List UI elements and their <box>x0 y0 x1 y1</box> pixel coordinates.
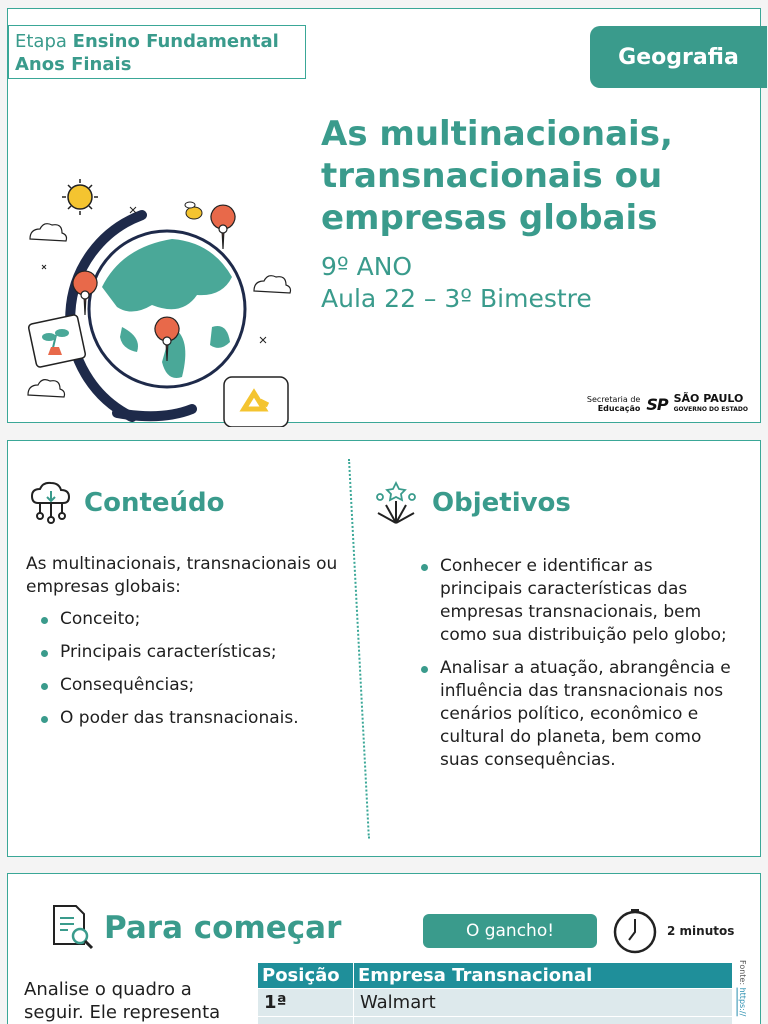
cover-slide <box>7 8 761 423</box>
gancho-badge: O gancho! <box>423 914 597 948</box>
sp-mark: SP <box>646 394 668 414</box>
list-item: O poder das transnacionais. <box>40 707 350 730</box>
objetivos-list <box>420 555 740 782</box>
column-divider <box>348 459 370 839</box>
fireworks-icon <box>372 479 420 527</box>
source-note: Fonte: https:// <box>738 960 747 1017</box>
etapa-value: Ensino Fundamental <box>72 31 279 52</box>
list-item: Principais características; <box>40 641 350 664</box>
objetivos-heading: Objetivos <box>432 488 571 518</box>
etapa-line2: Anos Finais <box>15 54 132 75</box>
lesson-title: As multinacionais, transnacionais ou empresas globais <box>321 114 673 238</box>
table-cell: 1ª <box>258 989 354 1017</box>
lesson-subtitle <box>321 251 592 315</box>
objetivos-header <box>372 479 571 527</box>
cloud-network-icon <box>30 481 72 525</box>
table-cell: Walmart <box>354 989 733 1017</box>
globe-icon <box>89 231 245 387</box>
gov-logo <box>587 393 748 415</box>
table-row <box>258 1017 733 1024</box>
lesson-number: Aula 22 – 3º Bimestre <box>321 284 592 313</box>
list-item: Conhecer e identificar as principais características das empresas transnacionais, bem como sua distribuição pelo globo; <box>420 555 740 647</box>
duration-label: 2 minutos <box>667 924 735 938</box>
state-label: SÃO PAULO GOVERNO DO ESTADO <box>673 392 748 413</box>
lesson-year: 9º ANO <box>321 252 413 281</box>
column-header: Posição <box>258 963 354 989</box>
table-row <box>258 989 733 1017</box>
section-title: Para começar <box>104 910 342 946</box>
bee-icon <box>185 202 202 219</box>
etapa-prefix: Etapa <box>15 31 67 52</box>
sun-icon <box>62 179 98 215</box>
table-cell <box>354 1017 733 1024</box>
globe-illustration <box>22 177 302 427</box>
companies-table <box>257 962 733 1024</box>
content-slide <box>7 440 761 857</box>
intro-text: Analise o quadro a seguir. Ele representa <box>24 979 221 1023</box>
clock-icon <box>612 908 658 954</box>
etapa-box <box>8 25 306 79</box>
subject-tag: Geografia <box>590 26 767 88</box>
table-cell <box>258 1017 354 1024</box>
secretaria-label: Secretaria de Educação <box>586 395 641 413</box>
intro-slide <box>7 873 761 1024</box>
table-header-row <box>258 963 733 989</box>
column-header: Empresa Transnacional <box>354 963 733 989</box>
list-item: Analisar a atuação, abrangência e influência das transnacionais nos cenários político, econômico e cultural do planeta, bem como suas consequências. <box>420 657 740 772</box>
list-item: Conceito; <box>40 608 350 631</box>
conteudo-list <box>40 608 350 740</box>
conteudo-heading: Conteúdo <box>84 488 225 518</box>
list-item: Consequências; <box>40 674 350 697</box>
recycle-card-icon <box>224 377 288 427</box>
plant-card-icon <box>28 314 86 367</box>
conteudo-intro: As multinacionais, transnacionais ou empresas globais: <box>26 554 338 597</box>
source-link[interactable]: https:// <box>738 987 747 1017</box>
conteudo-header <box>30 481 225 525</box>
document-search-icon <box>48 902 96 950</box>
